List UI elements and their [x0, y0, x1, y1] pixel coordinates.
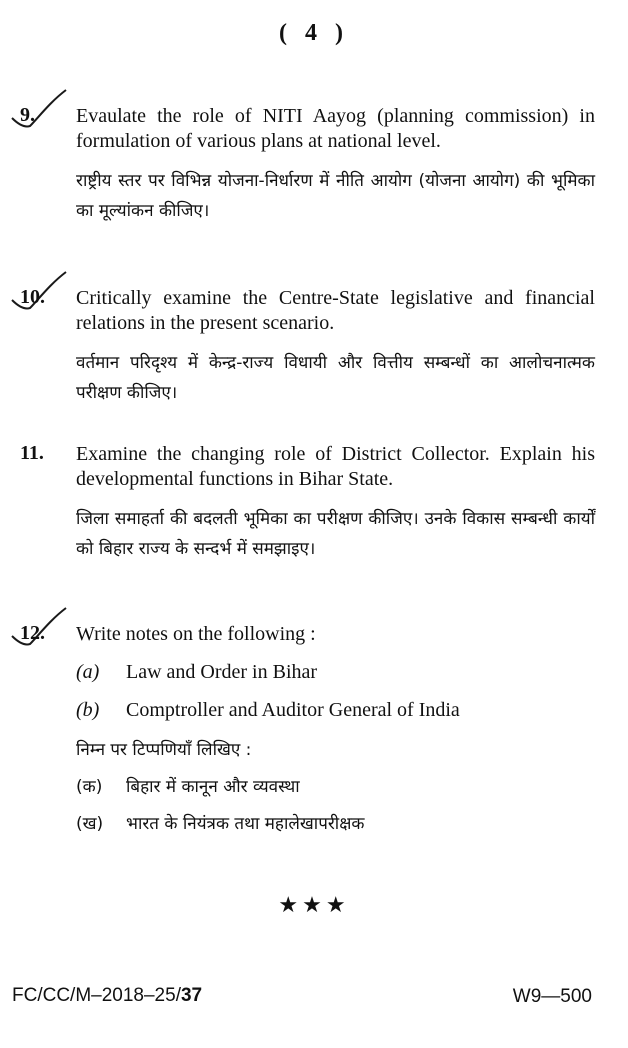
sub-item-text: Law and Order in Bihar [126, 661, 318, 683]
page-number: ( 4 ) [279, 20, 349, 46]
paper-code-suffix: 37 [180, 985, 203, 1006]
question-text-en: Write notes on the following : [76, 623, 316, 645]
sub-item-text: भारत के नियंत्रक तथा महालेखापरीक्षक [126, 814, 365, 834]
question-number: 10. [20, 286, 45, 308]
sub-item-ka [76, 774, 595, 797]
sub-item-text: Comptroller and Auditor General of India [126, 699, 460, 721]
question-11 [20, 442, 595, 564]
question-number: 12. [20, 622, 45, 644]
question-text-hi: वर्तमान परिदृश्य में केन्द्र-राज्य विधायी और वित्तीय सम्बन्धों का आलोचनात्मक परीक्षण कीजिए। [76, 353, 595, 403]
paper-code-prefix: FC/CC/M–2018–25/ [12, 985, 181, 1006]
sub-item-marker: (a) [76, 661, 100, 683]
sub-item-a [76, 659, 595, 685]
question-9 [20, 104, 595, 226]
sub-item-kha [76, 811, 595, 834]
question-text-en: Examine the changing role of District Collector. Explain his developmental functions in Bihar State. [76, 443, 595, 490]
paper-code [12, 985, 202, 1007]
print-code: W9—500 [512, 986, 592, 1007]
question-text-hi: राष्ट्रीय स्तर पर विभिन्न योजना-निर्धारण में नीति आयोग (योजना आयोग) की भूमिका का मूल्यांकन कीजिए। [76, 171, 595, 221]
question-text-en: Evaulate the role of NITI Aayog (planning commission) in formulation of various plans at national level. [76, 105, 595, 152]
sub-item-marker: (ख) [76, 814, 104, 834]
sub-item-marker: (क) [76, 777, 103, 797]
question-10 [20, 286, 595, 408]
sub-item-marker: (b) [76, 699, 100, 721]
question-text-hi: जिला समाहर्ता की बदलती भूमिका का परीक्षण कीजिए। उनके विकास सम्बन्धी कार्यों को बिहार राज्य के सन्दर्भ में समझाइए। [76, 509, 595, 559]
sub-item-text: बिहार में कानून और व्यवस्था [126, 777, 300, 797]
question-text-en: Critically examine the Centre-State legislative and financial relations in the present scenario. [76, 287, 595, 334]
sub-item-b [76, 697, 595, 723]
end-marker: ★★★ [278, 892, 350, 917]
question-number: 11. [20, 442, 44, 464]
question-12 [20, 622, 595, 834]
question-number: 9. [20, 104, 35, 126]
question-text-hi: निम्न पर टिप्पणियाँ लिखिए : [76, 740, 252, 760]
